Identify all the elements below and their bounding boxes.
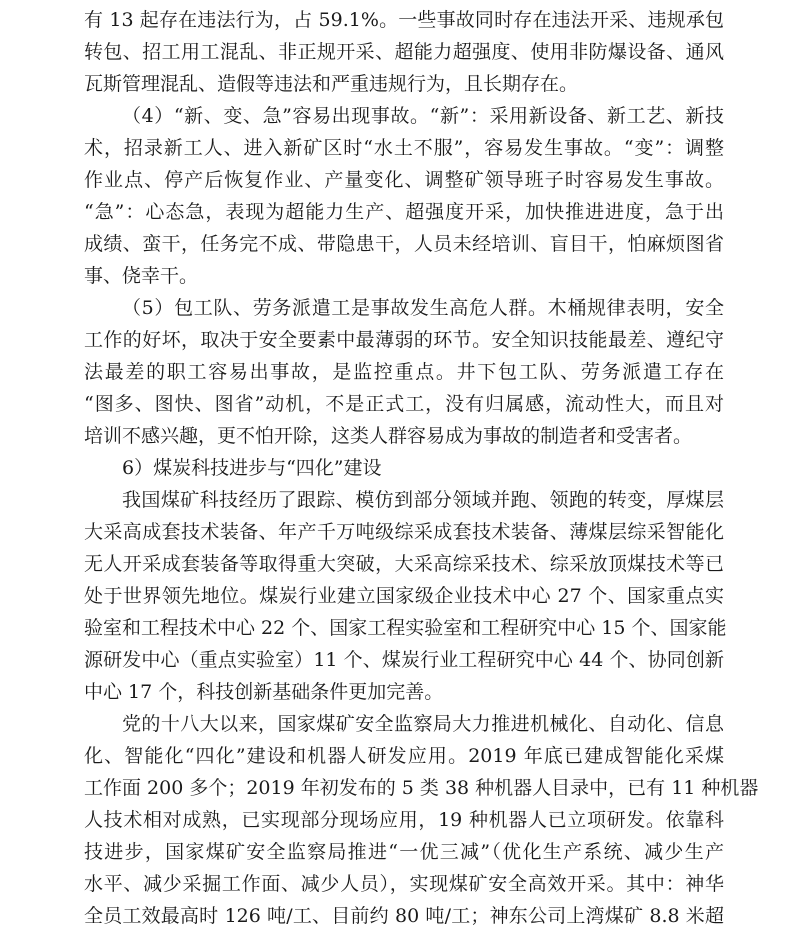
text-line: 作业点、停产后恢复作业、产量变化、调整矿领导班子时容易发生事故。 — [84, 169, 724, 191]
text-line: 6）煤炭科技进步与“四化”建设 — [122, 457, 382, 479]
text-line: 瓦斯管理混乱、造假等违法和严重违规行为，且长期存在。 — [84, 73, 579, 95]
text-line: 大采高成套技术装备、年产千万吨级综采成套技术装备、薄煤层综采智能化 — [84, 521, 724, 543]
text-line: 无人开采成套装备等取得重大突破，大采高综采技术、综采放顶煤技术等已 — [84, 553, 724, 575]
text-line: 法最差的职工容易出事故，是监控重点。井下包工队、劳务派遣工存在 — [84, 361, 724, 383]
text-line: 全员工效最高时 126 吨/工、目前约 80 吨/工；神东公司上湾煤矿 8.8 米超 — [84, 905, 724, 927]
document-page — [84, 4, 759, 932]
text-line: “图多、图快、图省”动机，不是正式工，没有归属感，流动性大，而且对 — [84, 393, 724, 415]
text-line: 成绩、蛮干，任务完不成、带隐患干，人员未经培训、盲目干，怕麻烦图省 — [84, 233, 724, 255]
text-line: （4）“新、变、急”容易出现事故。“新”：采用新设备、新工艺、新技 — [122, 105, 724, 127]
text-line: 我国煤矿科技经历了跟踪、模仿到部分领域并跑、领跑的转变，厚煤层 — [122, 489, 724, 511]
text-line: 验室和工程技术中心 22 个、国家工程实验室和工程研究中心 15 个、国家能 — [84, 617, 727, 639]
text-line: 化、智能化“四化”建设和机器人研发应用。2019 年底已建成智能化采煤 — [84, 745, 724, 767]
text-line: （5）包工队、劳务派遣工是事故发生高危人群。木桶规律表明，安全 — [122, 297, 724, 319]
text-line: 有 13 起存在违法行为，占 59.1%。一些事故同时存在违法开采、违规承包 — [84, 9, 724, 31]
text-line: 技进步，国家煤矿安全监察局推进“一优三减”（优化生产系统、减少生产 — [84, 841, 724, 863]
text-line: 工作的好坏，取决于安全要素中最薄弱的环节。安全知识技能最差、遵纪守 — [84, 329, 724, 351]
text-line: 工作面 200 多个；2019 年初发布的 5 类 38 种机器人目录中，已有 11 种机器 — [84, 777, 759, 799]
text-line: 水平、减少采掘工作面、减少人员），实现煤矿安全高效开采。其中：神华 — [84, 873, 724, 895]
text-line: 处于世界领先地位。煤炭行业建立国家级企业技术中心 27 个、国家重点实 — [84, 585, 724, 607]
text-line: 党的十八大以来，国家煤矿安全监察局大力推进机械化、自动化、信息 — [122, 713, 724, 735]
text-line: 转包、招工用工混乱、非正规开采、超能力超强度、使用非防爆设备、通风 — [84, 41, 724, 63]
text-line: 人技术相对成熟，已实现部分现场应用，19 种机器人已立项研发。依靠科 — [84, 809, 724, 831]
text-line: 中心 17 个，科技创新基础条件更加完善。 — [84, 681, 444, 703]
text-line: 术，招录新工人、进入新矿区时“水土不服”，容易发生事故。“变”：调整 — [84, 137, 724, 159]
text-line: “急”：心态急，表现为超能力生产、超强度开采，加快推进进度，急于出 — [84, 201, 724, 223]
text-line: 源研发中心（重点实验室）11 个、煤炭行业工程研究中心 44 个、协同创新 — [84, 649, 724, 671]
text-line: 培训不感兴趣，更不怕开除，这类人群容易成为事故的制造者和受害者。 — [84, 425, 693, 447]
text-line: 事、侥幸干。 — [84, 265, 199, 287]
